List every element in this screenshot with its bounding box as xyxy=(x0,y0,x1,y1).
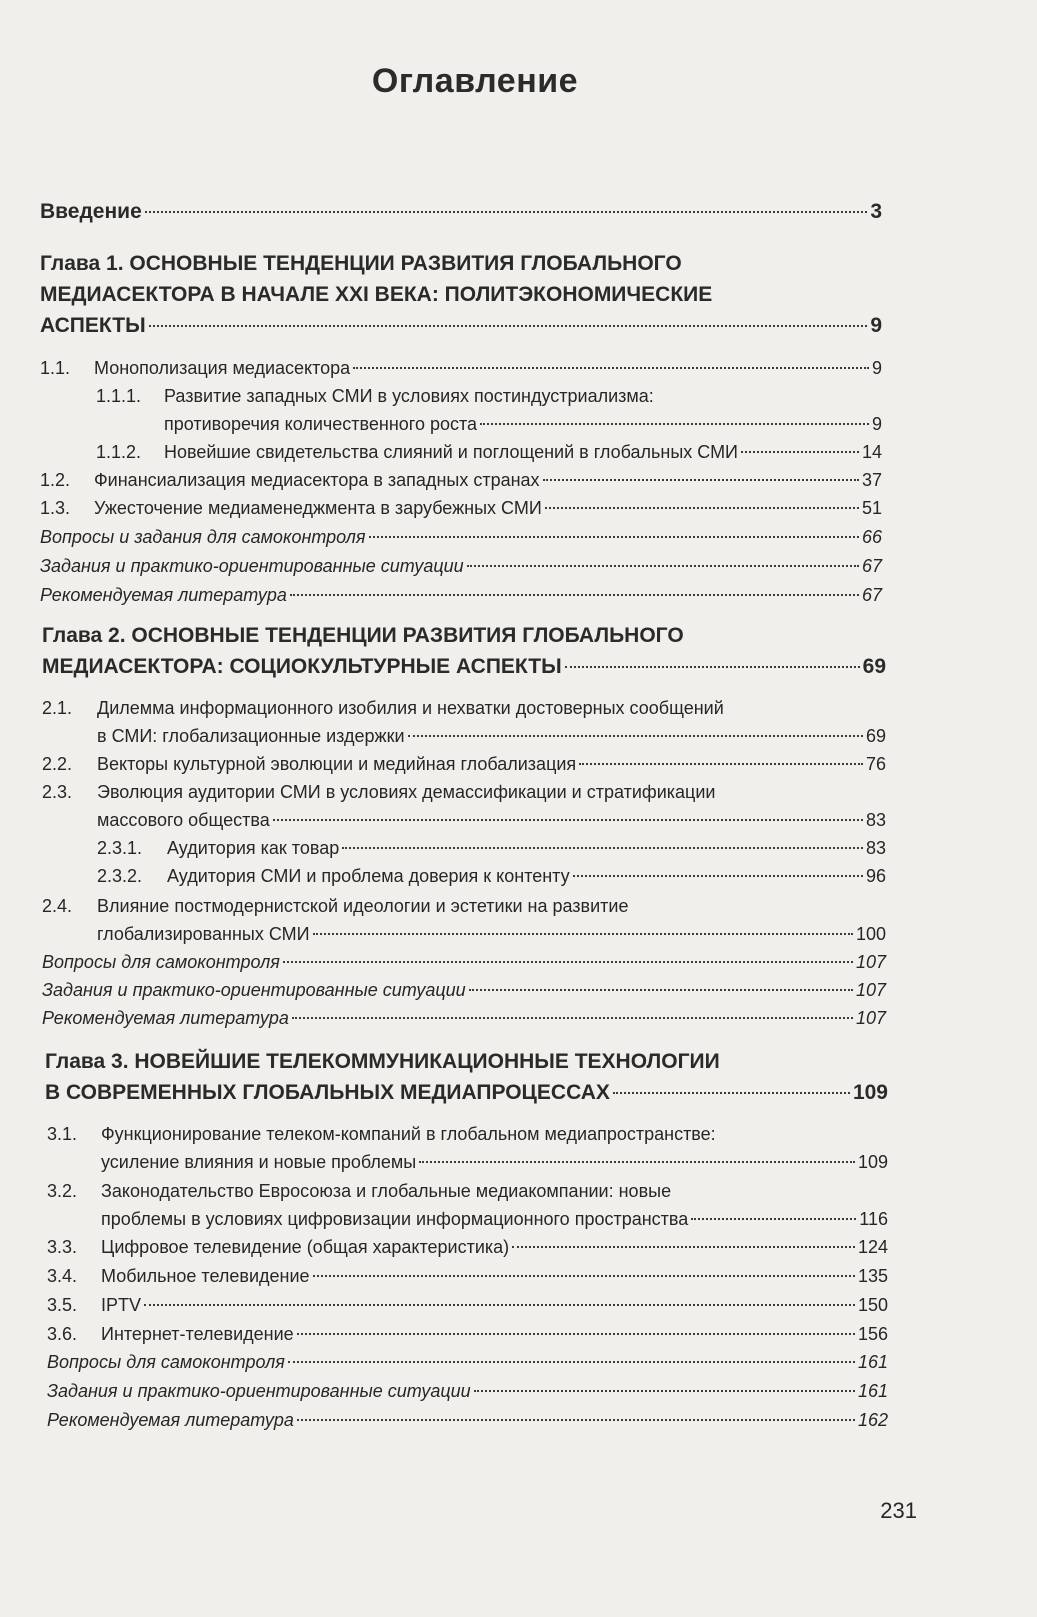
entry-text: Ужесточение медиаменеджмента в зарубежных СМИ xyxy=(94,498,542,518)
toc-entry-3-4 xyxy=(47,1266,888,1287)
entry-page: 109 xyxy=(857,1152,888,1172)
entry-text: МЕДИАСЕКТОРА: СОЦИОКУЛЬТУРНЫЕ АСПЕКТЫ xyxy=(42,655,562,678)
entry-page: 124 xyxy=(857,1237,888,1257)
entry-page: 161 xyxy=(857,1352,888,1372)
toc-entry-3-tasks xyxy=(47,1381,888,1402)
toc-entry-intro xyxy=(40,200,882,224)
section-number: 2.3.2. xyxy=(97,866,143,886)
entry-text: Введение xyxy=(40,200,142,223)
dot-leader xyxy=(408,735,863,737)
entry-text: Задания и практико-ориентированные ситуации xyxy=(40,556,464,576)
entry-text: в СМИ: глобализационные издержки xyxy=(97,726,405,746)
section-3-1-number: 3.1. xyxy=(47,1124,78,1144)
entry-text: Интернет-телевидение xyxy=(101,1324,294,1344)
dot-leader xyxy=(273,819,863,821)
section-number: 2.2. xyxy=(42,754,73,774)
entry-page: 161 xyxy=(857,1381,888,1401)
entry-page: 67 xyxy=(861,556,882,576)
entry-text: Вопросы для самоконтроля xyxy=(42,952,280,972)
toc-entry-3-6 xyxy=(47,1324,888,1345)
toc-entry-1-1-1 xyxy=(164,414,882,435)
dot-leader xyxy=(691,1218,856,1220)
toc-entry-1-1-2 xyxy=(96,442,882,463)
entry-page: 69 xyxy=(862,655,886,678)
entry-text: Аудитория СМИ и проблема доверия к контенту xyxy=(167,866,570,886)
entry-text: Вопросы и задания для самоконтроля xyxy=(40,527,366,547)
section-2-4-line-1: Влияние постмодернистской идеологии и эстетики на развитие xyxy=(97,896,629,916)
toc-entry-2-literature xyxy=(42,1008,886,1029)
section-2-1-number: 2.1. xyxy=(42,698,73,718)
entry-page: 69 xyxy=(865,726,886,746)
entry-text: Вопросы для самоконтроля xyxy=(47,1352,285,1372)
toc-entry-1-3 xyxy=(40,498,882,519)
section-number: 1.3. xyxy=(40,498,71,518)
entry-page: 116 xyxy=(859,1209,888,1229)
dot-leader xyxy=(288,1361,855,1363)
entry-text: Рекомендуемая литература xyxy=(42,1008,289,1028)
section-number: 1.2. xyxy=(40,470,71,490)
dot-leader xyxy=(283,961,853,963)
dot-leader xyxy=(565,666,860,668)
dot-leader xyxy=(342,847,863,849)
entry-page: 107 xyxy=(855,1008,886,1028)
dot-leader xyxy=(613,1092,850,1094)
toc-entry-2-3-2 xyxy=(97,866,886,887)
dot-leader xyxy=(297,1333,855,1335)
entry-page: 66 xyxy=(861,527,882,547)
dot-leader xyxy=(543,479,859,481)
dot-leader xyxy=(741,451,859,453)
entry-page: 9 xyxy=(870,314,882,337)
toc-entry-chapter-1 xyxy=(40,314,882,338)
entry-text: Задания и практико-ориентированные ситуации xyxy=(42,980,466,1000)
entry-page: 150 xyxy=(857,1295,888,1315)
chapter-1-title-line-1: Глава 1. ОСНОВНЫЕ ТЕНДЕНЦИИ РАЗВИТИЯ ГЛОБАЛЬНОГО xyxy=(40,252,682,275)
toc-entry-3-5 xyxy=(47,1295,888,1316)
dot-leader xyxy=(369,536,859,538)
section-number: 1.1. xyxy=(40,358,71,378)
toc-entry-2-3 xyxy=(97,810,886,831)
dot-leader xyxy=(545,507,859,509)
toc-entry-1-literature xyxy=(40,585,882,606)
toc-entry-2-2 xyxy=(42,754,886,775)
entry-text: проблемы в условиях цифровизации информационного пространства xyxy=(101,1209,689,1229)
dot-leader xyxy=(353,367,869,369)
toc-entry-3-1 xyxy=(101,1152,888,1173)
entry-page: 14 xyxy=(861,442,882,462)
section-2-3-number: 2.3. xyxy=(42,782,73,802)
entry-text: усиление влияния и новые проблемы xyxy=(101,1152,417,1172)
section-3-2-number: 3.2. xyxy=(47,1181,78,1201)
entry-page: 51 xyxy=(861,498,882,518)
section-3-2-line-1: Законодательство Евросоюза и глобальные медиакомпании: новые xyxy=(101,1181,672,1201)
entry-text: Финансиализация медиасектора в западных странах xyxy=(94,470,540,490)
chapter-2-title-line-1: Глава 2. ОСНОВНЫЕ ТЕНДЕНЦИИ РАЗВИТИЯ ГЛОБАЛЬНОГО xyxy=(42,624,684,647)
entry-page: 67 xyxy=(861,585,882,605)
dot-leader xyxy=(313,1275,855,1277)
section-number: 1.1.2. xyxy=(96,442,142,462)
subsection-1-1-1-line-1: Развитие западных СМИ в условиях постиндустриализма: xyxy=(164,386,654,406)
toc-entry-1-2 xyxy=(40,470,882,491)
section-number: 2.3.1. xyxy=(97,838,143,858)
section-3-1-line-1: Функционирование телеком-компаний в глобальном медиапространстве: xyxy=(101,1124,716,1144)
entry-text: В СОВРЕМЕННЫХ ГЛОБАЛЬНЫХ МЕДИАПРОЦЕССАХ xyxy=(45,1081,610,1104)
toc-entry-1-1 xyxy=(40,358,882,379)
entry-page: 96 xyxy=(865,866,886,886)
page-title: Оглавление xyxy=(371,62,579,100)
chapter-1-title-line-2: МЕДИАСЕКТОРА В НАЧАЛЕ XXI ВЕКА: ПОЛИТЭКОНОМИЧЕСКИЕ xyxy=(40,283,713,306)
entry-page: 107 xyxy=(855,980,886,1000)
entry-page: 83 xyxy=(865,838,886,858)
entry-text: противоречия количественного роста xyxy=(164,414,478,434)
section-2-3-line-1: Эволюция аудитории СМИ в условиях демассификации и стратификации xyxy=(97,782,716,802)
toc-entry-3-3 xyxy=(47,1237,888,1258)
entry-text: Мобильное телевидение xyxy=(101,1266,310,1286)
toc-entry-1-questions xyxy=(40,527,882,548)
entry-text: АСПЕКТЫ xyxy=(40,314,146,337)
entry-page: 107 xyxy=(855,952,886,972)
dot-leader xyxy=(290,594,859,596)
entry-text: Задания и практико-ориентированные ситуации xyxy=(47,1381,471,1401)
chapter-3-title-line-1: Глава 3. НОВЕЙШИЕ ТЕЛЕКОММУНИКАЦИОННЫЕ ТЕХНОЛОГИИ xyxy=(45,1050,720,1073)
entry-page: 100 xyxy=(855,924,886,944)
toc-entry-2-1 xyxy=(97,726,886,747)
page-number: 231 xyxy=(880,1498,917,1523)
section-number: 3.6. xyxy=(47,1324,78,1344)
dot-leader xyxy=(149,325,868,327)
dot-leader xyxy=(145,211,868,213)
dot-leader xyxy=(480,423,869,425)
dot-leader xyxy=(512,1246,855,1248)
toc-entry-1-tasks xyxy=(40,556,882,577)
entry-text: IPTV xyxy=(101,1295,142,1315)
dot-leader xyxy=(419,1161,855,1163)
subsection-1-1-1-number: 1.1.1. xyxy=(96,386,142,406)
dot-leader xyxy=(467,565,859,567)
entry-page: 162 xyxy=(857,1410,888,1430)
toc-entry-3-2 xyxy=(101,1209,888,1230)
toc-entry-chapter-2 xyxy=(42,655,886,679)
dot-leader xyxy=(579,763,863,765)
entry-page: 76 xyxy=(865,754,886,774)
toc-entry-chapter-3 xyxy=(45,1081,888,1105)
dot-leader xyxy=(144,1304,855,1306)
entry-text: Монополизация медиасектора xyxy=(94,358,351,378)
toc-entry-2-questions xyxy=(42,952,886,973)
section-2-4-number: 2.4. xyxy=(42,896,73,916)
dot-leader xyxy=(297,1419,855,1421)
toc-entry-2-3-1 xyxy=(97,838,886,859)
entry-page: 3 xyxy=(870,200,882,223)
entry-text: Рекомендуемая литература xyxy=(47,1410,294,1430)
dot-leader xyxy=(292,1017,853,1019)
entry-page: 109 xyxy=(852,1081,888,1104)
dot-leader xyxy=(474,1390,855,1392)
entry-page: 9 xyxy=(871,358,882,378)
entry-text: Векторы культурной эволюции и медийная глобализация xyxy=(97,754,577,774)
dot-leader xyxy=(573,875,863,877)
section-2-1-line-1: Дилемма информационного изобилия и нехватки достоверных сообщений xyxy=(97,698,724,718)
section-number: 3.3. xyxy=(47,1237,78,1257)
section-number: 3.5. xyxy=(47,1295,78,1315)
dot-leader xyxy=(469,989,853,991)
toc-entry-2-tasks xyxy=(42,980,886,1001)
toc-entry-3-literature xyxy=(47,1410,888,1431)
toc-entry-3-questions xyxy=(47,1352,888,1373)
entry-text: Рекомендуемая литература xyxy=(40,585,287,605)
entry-page: 156 xyxy=(857,1324,888,1344)
entry-page: 83 xyxy=(865,810,886,830)
section-number: 3.4. xyxy=(47,1266,78,1286)
dot-leader xyxy=(313,933,853,935)
entry-text: глобализированных СМИ xyxy=(97,924,310,944)
entry-page: 9 xyxy=(871,414,882,434)
entry-text: Цифровое телевидение (общая характеристика) xyxy=(101,1237,510,1257)
toc-entry-2-4 xyxy=(97,924,886,945)
entry-page: 135 xyxy=(857,1266,888,1286)
entry-text: Аудитория как товар xyxy=(167,838,340,858)
entry-text: Новейшие свидетельства слияний и поглощений в глобальных СМИ xyxy=(164,442,738,462)
entry-page: 37 xyxy=(861,470,882,490)
entry-text: массового общества xyxy=(97,810,270,830)
